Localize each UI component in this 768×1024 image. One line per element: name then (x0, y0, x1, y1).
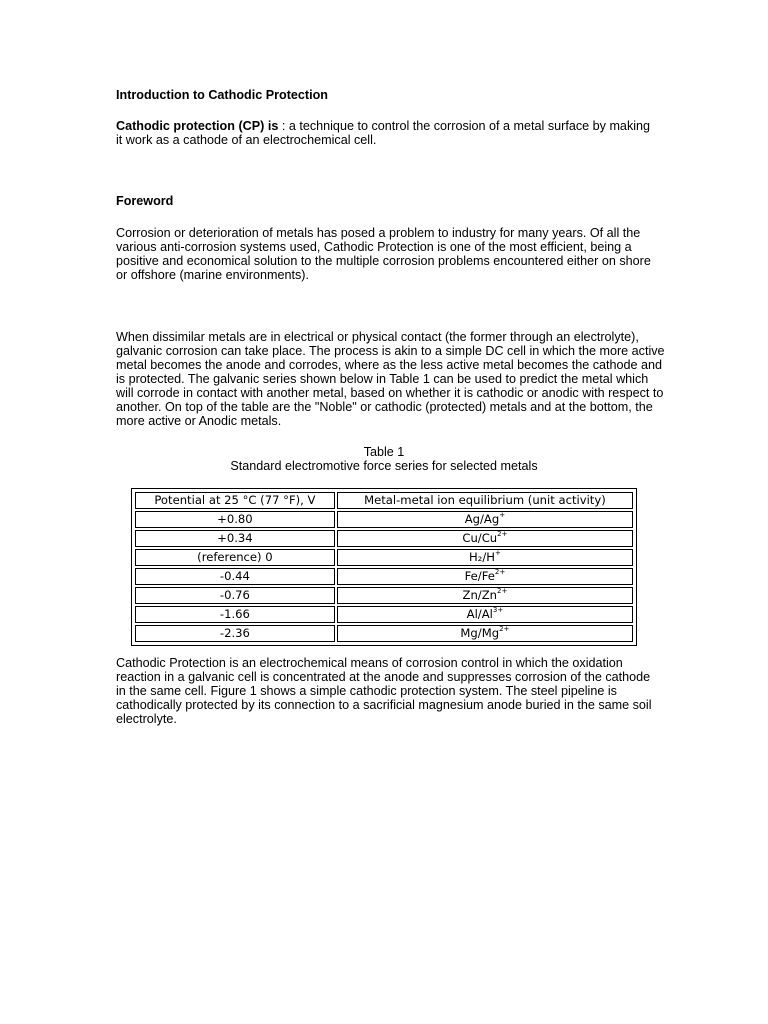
ion-charge: 2+ (494, 568, 506, 577)
potential-cell: -1.66 (135, 606, 335, 623)
emf-series-table-frame (131, 488, 637, 646)
table-row (135, 568, 633, 585)
potential-cell: -2.36 (135, 625, 335, 642)
table-header-row (135, 492, 633, 509)
equilibrium-cell (337, 549, 633, 566)
equilibrium-cell (337, 568, 633, 585)
definition-paragraph (116, 119, 656, 147)
document-title: Introduction to Cathodic Protection (116, 88, 328, 102)
potential-cell: +0.80 (135, 511, 335, 528)
foreword-heading: Foreword (116, 194, 174, 208)
galvanic-paragraph: When dissimilar metals are in electrical or physical contact (the former through an electrolyte), galvanic corrosion can take place. The process is akin to a simple DC cell in which the more active metal becomes the anode and corrodes, where as the less active metal becomes the cathode and is protected. The galvanic series shown below in Table 1 can be used to predict the metal which will corrode in contact with another metal, based on whether it is cathodic or anodic with respect to another. On top of the table are the "Noble" or cathodic (protected) metals and at the bottom, the more active or Anodic metals. (116, 330, 665, 428)
equilibrium-cell (337, 587, 633, 604)
table-row (135, 606, 633, 623)
ion-charge: + (494, 549, 501, 558)
ion-charge: 2+ (499, 625, 510, 634)
table-row (135, 549, 633, 566)
ion-charge: + (499, 511, 506, 520)
table-row (135, 587, 633, 604)
equilibrium-column-header: Metal-metal ion equilibrium (unit activity) (337, 492, 633, 509)
equilibrium-base: Zn/Zn (462, 588, 497, 602)
potential-column-header: Potential at 25 °C (77 °F), V (135, 492, 335, 509)
equilibrium-base: Mg/Mg (460, 626, 500, 640)
ion-charge: 2+ (497, 587, 508, 596)
equilibrium-base: Fe/Fe (464, 569, 495, 583)
potential-cell: +0.34 (135, 530, 335, 547)
equilibrium-base: H₂/H (468, 550, 495, 564)
ion-charge: 2+ (497, 530, 508, 539)
foreword-paragraph: Corrosion or deterioration of metals has posed a problem to industry for many years. Of all the various anti-corrosion systems used, Cathodic Protection is one of the most efficient, being a positive and economical solution to the multiple corrosion problems encountered either on shore or offshore (marine environments). (116, 226, 651, 282)
table-label: Table 1 (363, 445, 405, 459)
table-row (135, 530, 633, 547)
equilibrium-cell (337, 625, 633, 642)
potential-cell: -0.44 (135, 568, 335, 585)
equilibrium-base: Cu/Cu (462, 531, 498, 545)
equilibrium-base: Al/Al (466, 607, 493, 621)
cathodic-protection-paragraph: Cathodic Protection is an electrochemical means of corrosion control in which the oxidation reaction in a galvanic cell is concentrated at the anode and suppresses corrosion of the cathode in the same cell. Figure 1 shows a simple cathodic protection system. The steel pipeline is cathodically protected by its connection to a sacrificial magnesium anode buried in the same soil electrolyte. (116, 656, 652, 726)
potential-cell: (reference) 0 (135, 549, 335, 566)
table-row (135, 511, 633, 528)
ion-charge: 3+ (492, 606, 504, 615)
table-row (135, 625, 633, 642)
table-subtitle: Standard electromotive force series for selected metals (230, 459, 538, 473)
equilibrium-cell (337, 606, 633, 623)
emf-series-table (133, 490, 635, 644)
equilibrium-cell (337, 530, 633, 547)
table-body (135, 511, 633, 642)
equilibrium-cell (337, 511, 633, 528)
equilibrium-base: Ag/Ag (464, 512, 500, 526)
potential-cell: -0.76 (135, 587, 335, 604)
definition-term: Cathodic protection (CP) is (116, 119, 279, 133)
definition-text: : a technique to control the corrosion of a metal surface by making it work as a cathode of an electrochemical cell. (116, 119, 651, 147)
